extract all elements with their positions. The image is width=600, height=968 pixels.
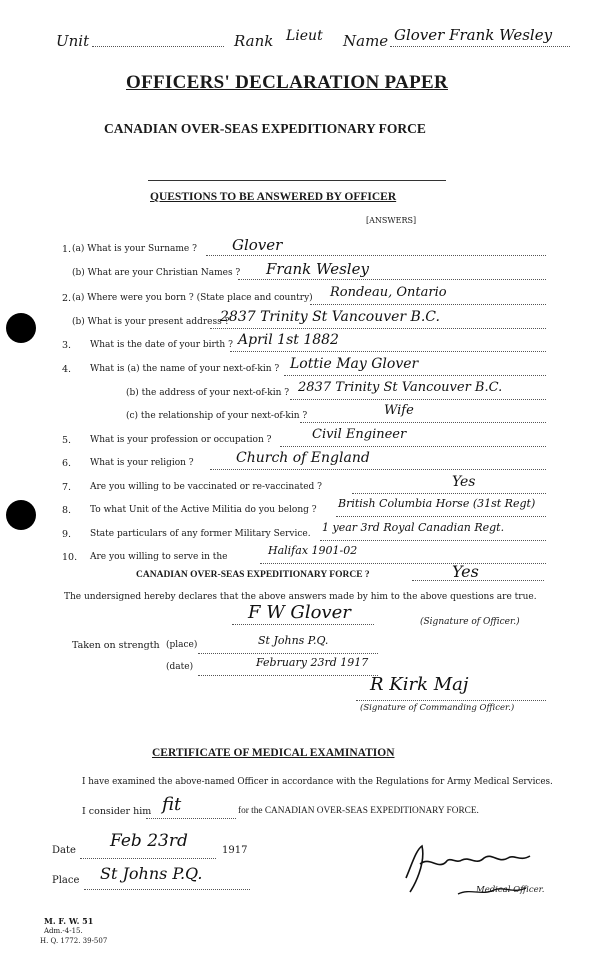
question-text: Are you willing to serve in the bbox=[90, 552, 228, 562]
section-medical-title: CERTIFICATE OF MEDICAL EXAMINATION bbox=[152, 747, 395, 759]
answer-line bbox=[210, 469, 546, 470]
answer-line bbox=[290, 399, 546, 400]
officer-signature-caption: (Signature of Officer.) bbox=[420, 617, 520, 627]
page-subtitle: CANADIAN OVER-SEAS EXPEDITIONARY FORCE bbox=[104, 121, 426, 136]
question-answer: Glover bbox=[232, 236, 283, 254]
medical-officer-caption: Medical Officer. bbox=[476, 885, 545, 895]
question-number: 1. bbox=[62, 244, 72, 255]
question-number: 4. bbox=[62, 364, 72, 375]
punch-hole-top bbox=[6, 313, 36, 343]
question-number: 8. bbox=[62, 505, 72, 516]
question-text: (a) Where were you born ? (State place and country) bbox=[72, 293, 313, 303]
question-number: 3. bbox=[62, 340, 72, 351]
answer-line bbox=[300, 422, 546, 423]
commanding-officer-caption: (Signature of Commanding Officer.) bbox=[360, 703, 515, 713]
question-text: To what Unit of the Active Militia do you belong ? bbox=[90, 505, 317, 515]
answers-label: [ANSWERS] bbox=[366, 216, 417, 225]
answer-line bbox=[230, 351, 546, 352]
date-label: (date) bbox=[166, 662, 194, 672]
question-answer: 1 year 3rd Royal Canadian Regt. bbox=[322, 521, 505, 534]
question-answer: Frank Wesley bbox=[266, 260, 369, 278]
medical-officer-signature bbox=[398, 834, 540, 906]
question-text: (b) the address of your next-of-kin ? bbox=[126, 388, 290, 398]
medical-text: I have examined the above-named Officer in accordance with the Regulations for Army Medical Services. bbox=[82, 777, 553, 787]
consider-value: fit bbox=[162, 794, 182, 815]
answer-line bbox=[310, 304, 546, 305]
page-title: OFFICERS' DECLARATION PAPER bbox=[126, 72, 448, 93]
taken-on-strength-label: Taken on strength bbox=[72, 640, 160, 651]
medical-date-label: Date bbox=[52, 845, 76, 856]
question-number: 5. bbox=[62, 435, 72, 446]
declaration-text: The undersigned hereby declares that the above answers made by him to the above questions are true. bbox=[64, 592, 537, 602]
question-answer: 2837 Trinity St Vancouver B.C. bbox=[220, 309, 440, 325]
section-questions-title: QUESTIONS TO BE ANSWERED BY OFFICER bbox=[150, 191, 397, 203]
unit-label: Unit bbox=[56, 32, 90, 50]
question-text: Are you willing to be vaccinated or re-vaccinated ? bbox=[90, 482, 322, 492]
place-label: (place) bbox=[166, 640, 198, 650]
consider-label: I consider him bbox=[82, 806, 152, 817]
question-text: (b) What is your present address ? bbox=[72, 317, 230, 327]
question-answer: Lottie May Glover bbox=[290, 356, 419, 372]
commanding-officer-signature: R Kirk Maj bbox=[370, 674, 469, 695]
question-text: (a) What is your Surname ? bbox=[72, 244, 197, 254]
medical-year: 1917 bbox=[222, 845, 248, 856]
form-code-2: Adm.-4-15. bbox=[44, 927, 83, 935]
answer-line bbox=[206, 255, 546, 256]
question-answer: April 1st 1882 bbox=[238, 332, 339, 348]
form-code-3: H. Q. 1772. 39-507 bbox=[40, 937, 108, 945]
question-answer: Yes bbox=[452, 474, 476, 490]
officer-signature: F W Glover bbox=[248, 602, 351, 623]
question-text: What is (a) the name of your next-of-kin ? bbox=[90, 364, 280, 374]
q10-continuation: CANADIAN OVER-SEAS EXPEDITIONARY FORCE ? bbox=[136, 570, 370, 580]
answer-line bbox=[238, 279, 546, 280]
question-number: 2. bbox=[62, 293, 72, 304]
answer-line bbox=[280, 446, 546, 447]
q10-answer: Yes bbox=[452, 562, 479, 581]
rank-value: Lieut bbox=[286, 28, 323, 44]
answer-line bbox=[284, 375, 546, 376]
question-answer: Rondeau, Ontario bbox=[330, 285, 447, 300]
rank-label: Rank bbox=[234, 32, 274, 50]
medical-date-value: Feb 23rd bbox=[110, 831, 188, 851]
question-number: 6. bbox=[62, 458, 72, 469]
question-answer: Church of England bbox=[236, 450, 370, 466]
question-number: 10. bbox=[62, 552, 78, 563]
question-text: State particulars of any former Military Service. bbox=[90, 529, 311, 539]
answer-line bbox=[260, 563, 546, 564]
question-answer: British Columbia Horse (31st Regt) bbox=[338, 497, 536, 510]
question-answer: Halifax 1901-02 bbox=[268, 544, 358, 557]
name-label: Name bbox=[343, 32, 389, 50]
answer-line bbox=[336, 516, 546, 517]
question-text: What is your religion ? bbox=[90, 458, 194, 468]
medical-place-label: Place bbox=[52, 875, 80, 886]
answer-line bbox=[320, 540, 546, 541]
question-text: (b) What are your Christian Names ? bbox=[72, 268, 241, 278]
date-value: February 23rd 1917 bbox=[256, 656, 369, 669]
question-answer: Wife bbox=[384, 403, 414, 418]
medical-place-value: St Johns P.Q. bbox=[100, 864, 203, 883]
question-text: (c) the relationship of your next-of-kin ? bbox=[126, 411, 308, 421]
name-value: Glover Frank Wesley bbox=[394, 26, 553, 44]
punch-hole-bottom bbox=[6, 500, 36, 530]
question-text: What is your profession or occupation ? bbox=[90, 435, 272, 445]
question-answer: Civil Engineer bbox=[312, 427, 407, 442]
answer-line bbox=[352, 493, 546, 494]
question-answer: 2837 Trinity St Vancouver B.C. bbox=[298, 380, 503, 395]
answer-line bbox=[210, 328, 546, 329]
question-number: 9. bbox=[62, 529, 72, 540]
form-code-1: M. F. W. 51 bbox=[44, 916, 94, 926]
place-value: St Johns P.Q. bbox=[258, 634, 329, 647]
consider-rest: for the CANADIAN OVER-SEAS EXPEDITIONARY FORCE. bbox=[238, 806, 479, 816]
question-number: 7. bbox=[62, 482, 72, 493]
question-text: What is the date of your birth ? bbox=[90, 340, 233, 350]
